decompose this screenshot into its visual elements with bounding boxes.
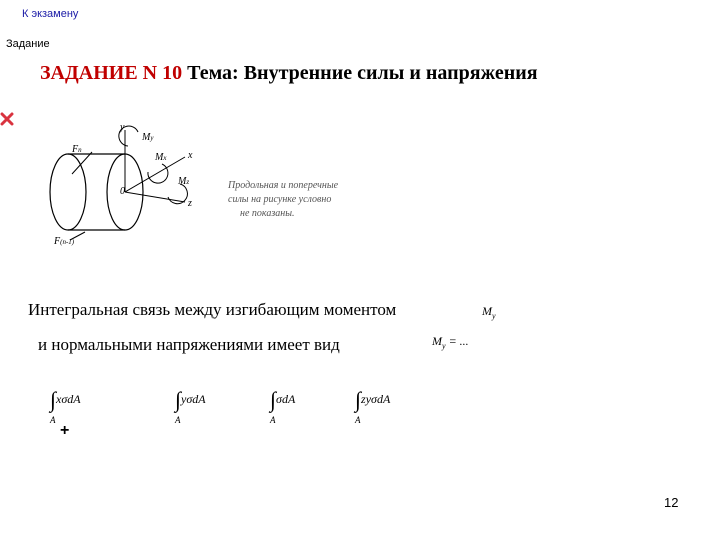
force-n-label: F <box>72 144 79 155</box>
option-1-integrand: xσdA <box>56 391 81 406</box>
section-label: Задание <box>6 38 50 50</box>
force-n1-sub: (n-1) <box>60 238 75 246</box>
task-title <box>40 62 538 85</box>
svg-text:Fn <box>71 144 82 155</box>
moment-y-label: M <box>142 132 151 143</box>
option-2-integrand: yσdA <box>181 391 206 406</box>
question-line-2: и нормальными напряжениями имеет вид <box>38 335 340 354</box>
diagram-note-line-3: не показаны. <box>240 208 295 219</box>
diagram-note-line-2: силы на рисунке условно <box>228 194 332 205</box>
integral-icon: ∫ <box>355 387 362 412</box>
integral-icon: ∫ <box>50 387 57 412</box>
task-number: ЗАДАНИЕ N 10 <box>40 62 183 84</box>
diagram-note-line-1: Продольная и поперечные <box>228 180 339 191</box>
svg-text:Mz <box>177 176 189 187</box>
moment-equation-rhs: = ... <box>448 334 469 348</box>
page-number: 12 <box>664 495 679 510</box>
svg-text:My <box>141 132 154 143</box>
force-n1-label: F <box>54 236 61 247</box>
moment-x-label: M <box>155 152 164 163</box>
question-line-1: Интегральная связь между изгибающим моментом <box>28 300 397 319</box>
moment-z-label: M <box>178 176 187 187</box>
option-3-sub: A <box>270 415 276 425</box>
answer-option-2[interactable] <box>175 387 206 425</box>
option-3-integrand: σdA <box>276 391 296 406</box>
moment-y-sub: y <box>150 134 154 142</box>
task-topic: Тема: Внутренние силы и напряжения <box>187 62 538 84</box>
answer-option-1[interactable] <box>50 387 81 425</box>
svg-text:F(n-1) <box>53 236 75 247</box>
moment-symbol-sub: y <box>492 311 496 321</box>
integral-icon: ∫ <box>270 387 277 412</box>
moment-x-sub: x <box>163 154 167 162</box>
option-2-sub: A <box>175 415 181 425</box>
moment-equation-sub: y <box>442 341 446 351</box>
beam-diagram <box>40 112 400 262</box>
integral-icon: ∫ <box>175 387 182 412</box>
moment-z-sub: z <box>186 178 190 186</box>
correct-answer-marker: + <box>60 422 70 439</box>
axis-z-label: z <box>188 198 192 209</box>
option-4-sub: A <box>355 415 361 425</box>
svg-text:Mx <box>154 152 167 163</box>
origin-label: 0 <box>120 186 125 197</box>
broken-image-icon <box>0 112 14 126</box>
moment-equation-letter: M <box>432 334 442 348</box>
back-to-exam-link[interactable]: К экзамену <box>22 8 79 20</box>
moment-symbol <box>482 304 496 320</box>
moment-equation <box>432 334 469 350</box>
option-4-integrand: zyσdA <box>361 391 391 406</box>
axis-x-label: x <box>188 150 193 161</box>
answer-option-3[interactable] <box>270 387 296 425</box>
moment-symbol-letter: M <box>482 304 492 318</box>
option-1-sub: A <box>50 415 56 425</box>
axis-y-label: y <box>120 122 125 133</box>
force-n-sub: n <box>78 146 82 154</box>
answer-option-4[interactable] <box>355 387 391 425</box>
